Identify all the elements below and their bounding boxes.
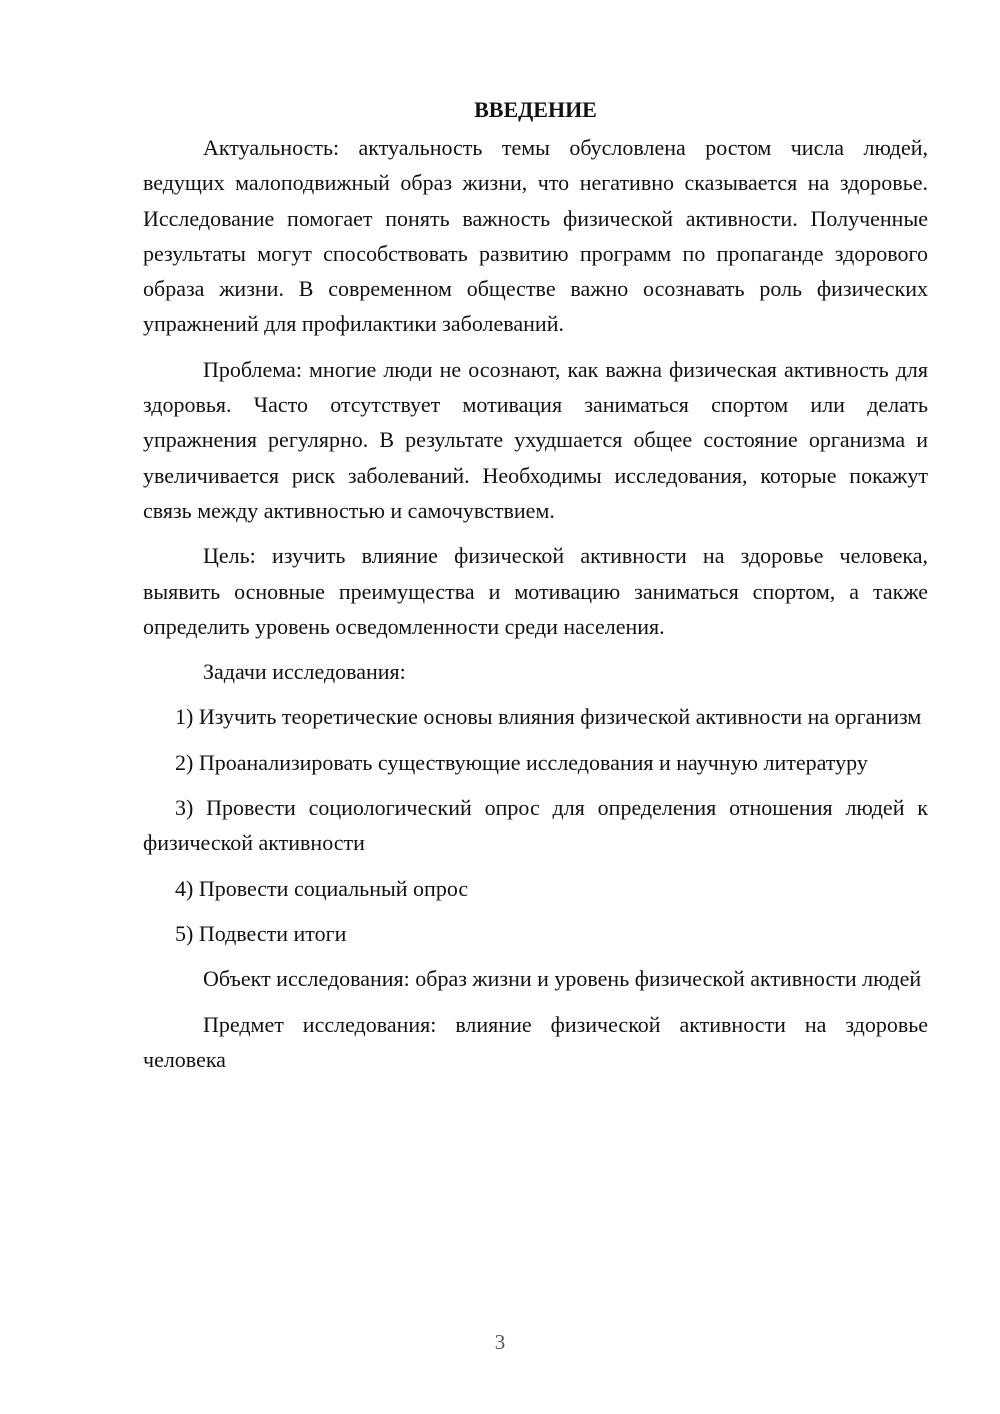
page-number: 3 [494,1330,506,1354]
task-item-2: 2) Проанализировать существующие исследования и научную литературу [175,749,868,775]
task-item-1: 1) Изучить теоретические основы влияния физической активности на организм [175,704,922,730]
task-item-5: 5) Подвести итоги [175,920,347,946]
subject-paragraph: Предмет исследования: влияние физической активности на здоровье человека [143,1011,928,1072]
object-paragraph: Объект исследования: образ жизни и уровень физической активности людей [203,966,922,992]
page-title: ВВЕДЕНИЕ [474,97,597,122]
document-page [143,92,928,1087]
task-item-3: 3) Провести социологический опрос для определения отношения людей к физической активности [143,795,928,856]
tasks-heading: Задачи исследования: [203,659,406,685]
task-item-4: 4) Провести социальный опрос [175,875,469,901]
relevance-paragraph: Актуальность: актуальность темы обусловлена ростом числа людей, ведущих малоподвижный образ жизни, что негативно сказывается на здоровье. Исследование помогает понять важность физической активности. Полученные результаты могут способствовать развитию программ по пропаганде здорового образа жизни. В современном обществе важно осознавать роль физических упражнений для профилактики заболеваний. [143,135,928,337]
problem-paragraph: Проблема: многие люди не осознают, как важна физическая активность для здоровья. Часто отсутствует мотивация заниматься спортом или делать упражнения регулярно. В результате ухудшается общее состояние организма и увеличивается риск заболеваний. Необходимы исследования, которые покажут связь между активностью и самочувствием. [143,356,928,523]
goal-paragraph: Цель: изучить влияние физической активности на здоровье человека, выявить основные преимущества и мотивацию заниматься спортом, а также определить уровень осведомленности среди населения. [143,543,928,639]
